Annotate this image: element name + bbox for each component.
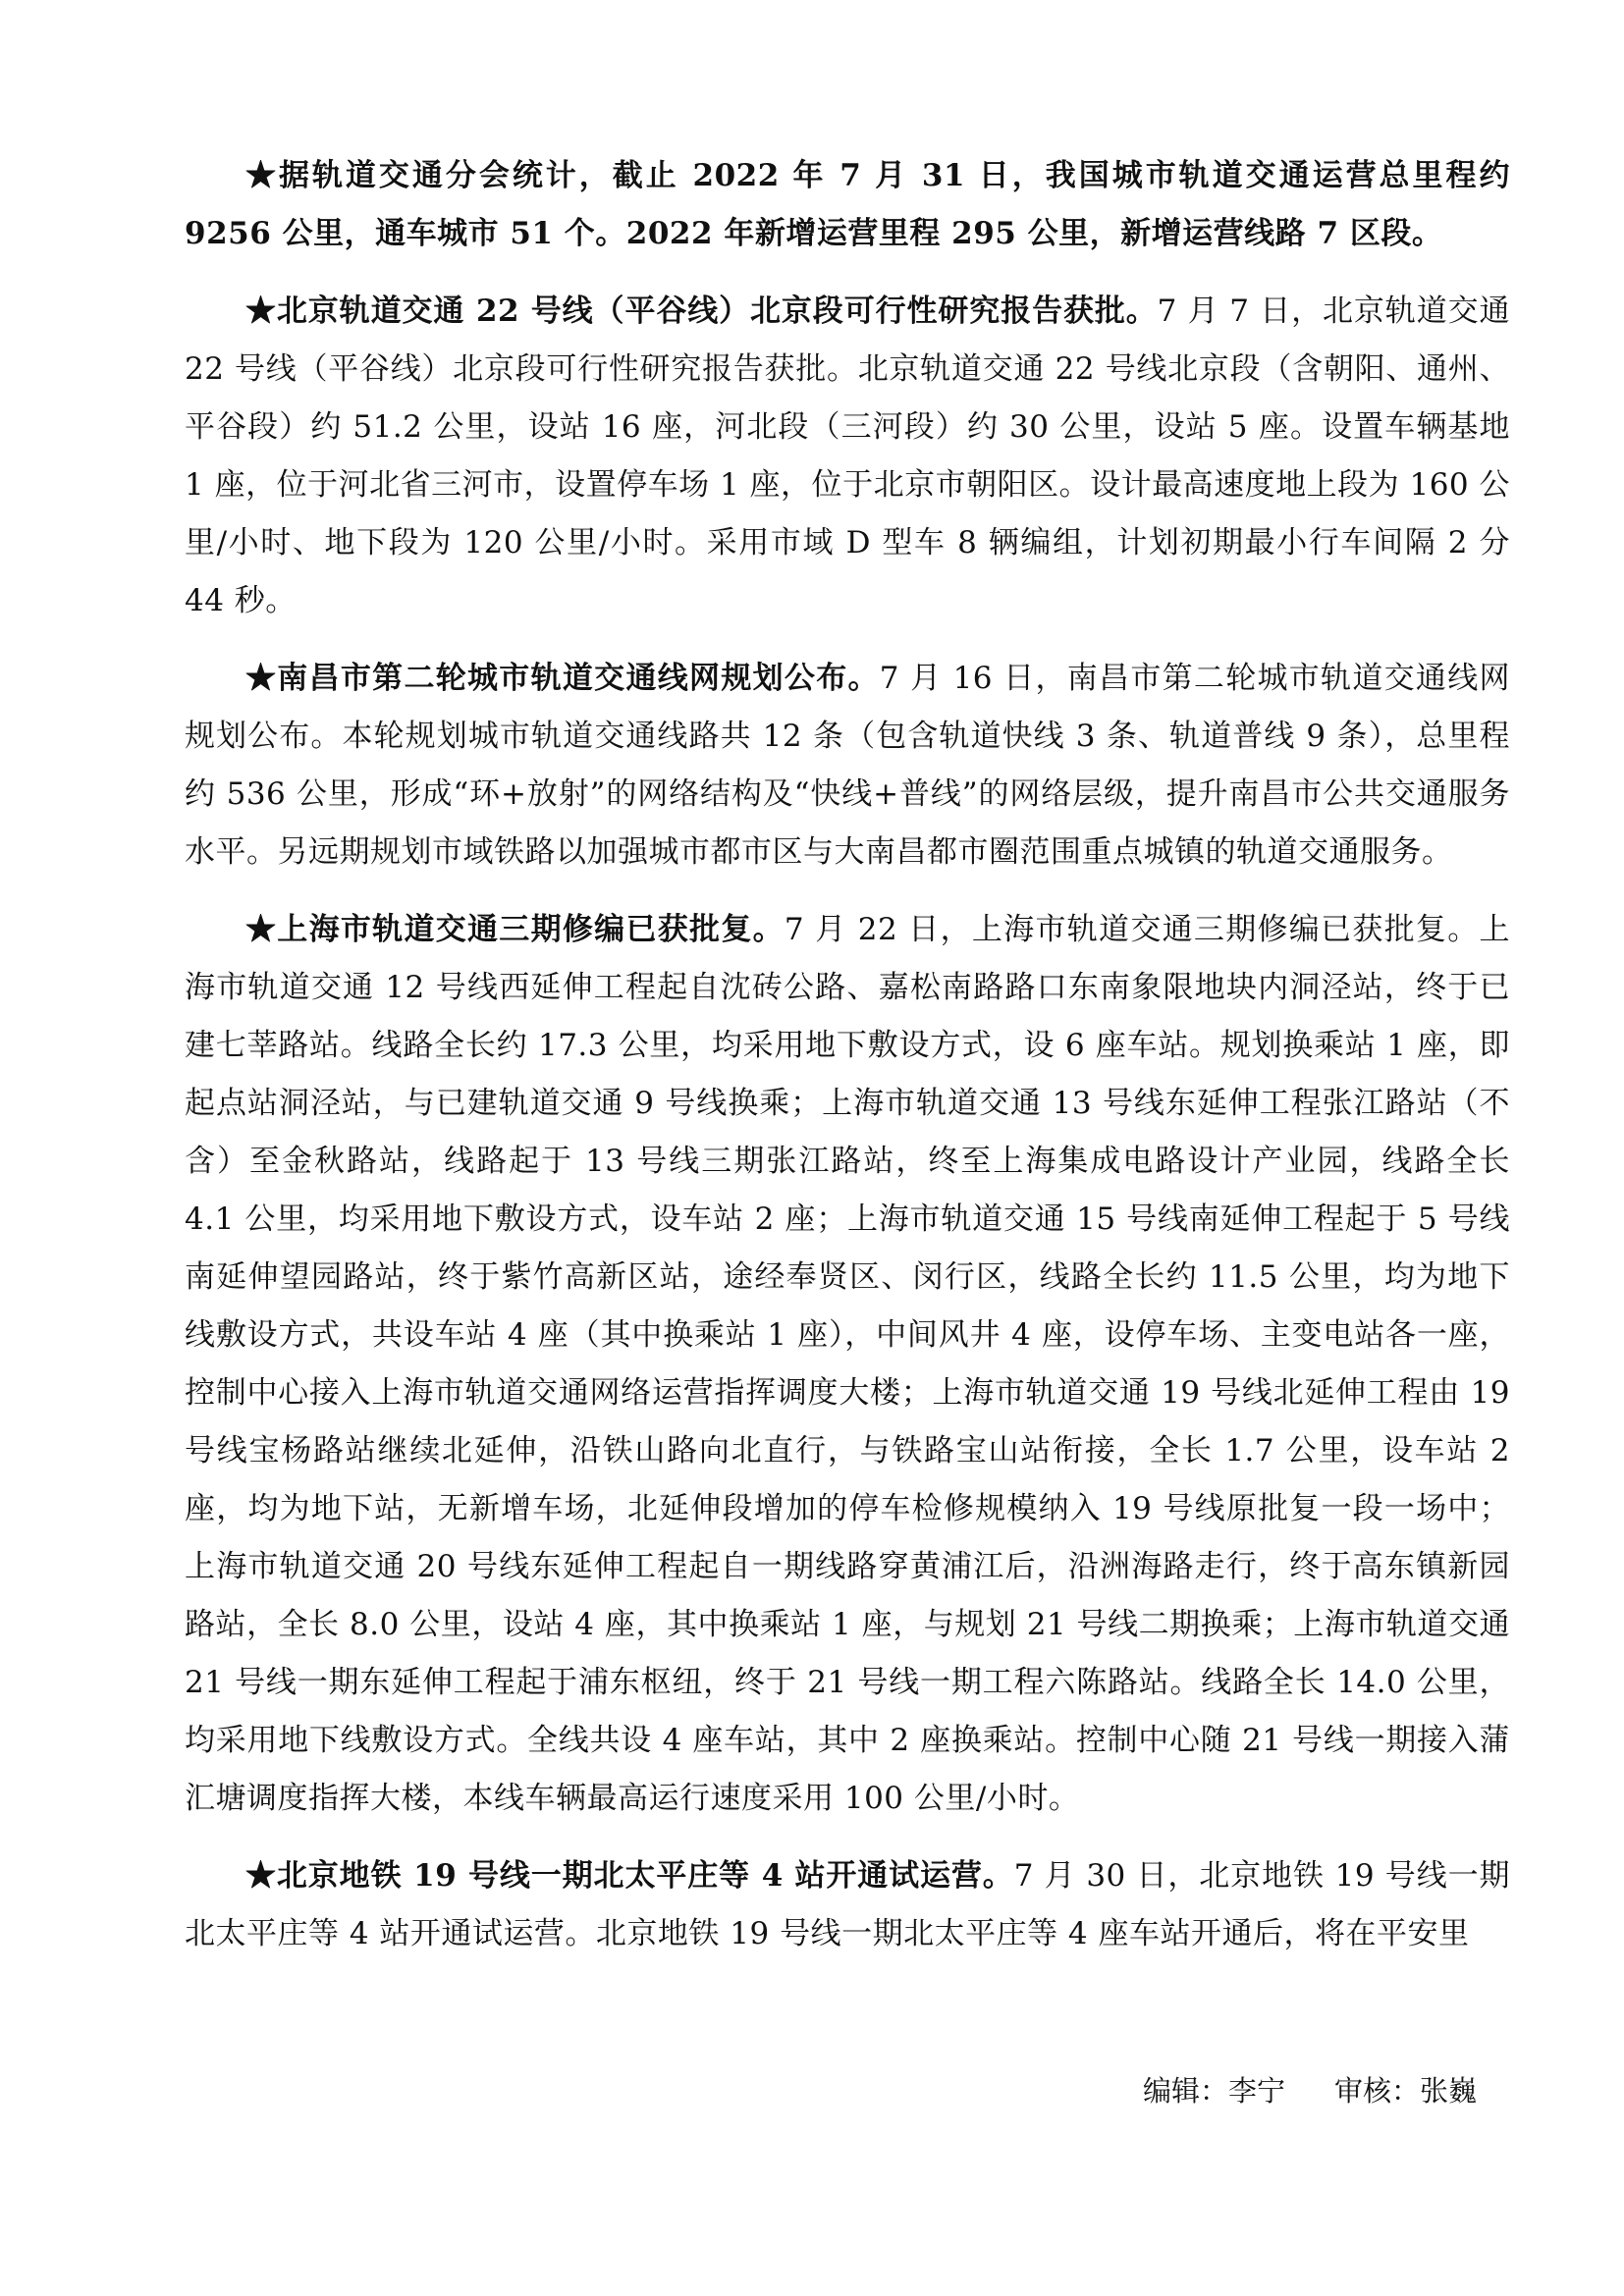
paragraph-headline: ★南昌市第二轮城市轨道交通线网规划公布。 <box>245 661 880 696</box>
paragraph-text: 7 月 30 日，北京地铁 19 号线一期北太平庄等 4 站开通试运营。北京地铁 19 号线一期北太平庄等 4 座车站开通后，将在平安里 <box>185 1858 1510 1951</box>
paragraph-text: 7 月 16 日，南昌市第二轮城市轨道交通线网规划公布。本轮规划城市轨道交通线路共 12 条（包含轨道快线 3 条、轨道普线 9 条），总里程约 536 公里，形成“环+放射”的网络结构及“快线+普线”的网络层级，提升南昌市公共交通服务水平。另远期规划市域铁路以加强城市都市区与大南昌都市圈范围重点城镇的轨道交通服务。 <box>185 661 1510 870</box>
editor-credit: 编辑：李宁 <box>1142 2074 1285 2108</box>
paragraph-text: 7 月 7 日，北京轨道交通 22 号线（平谷线）北京段可行性研究报告获批。北京轨道交通 22 号线北京段（含朝阳、通州、平谷段）约 51.2 公里，设站 16 座，河北段（三河段）约 30 公里，设站 5 座。设置车辆基地 1 座，位于河北省三河市，设置停车场 1 座，位于北京市朝阳区。设计最高速度地上段为 160 公里/小时、地下段为 120 公里/小时。采用市域 D 型车 8 辆编组，计划初期最小行车间隔 2 分 44 秒。 <box>185 294 1510 618</box>
footer-credits <box>1143 2069 1477 2109</box>
paragraph-statistics <box>185 147 1510 263</box>
reviewer-credit: 审核：张巍 <box>1333 2074 1477 2108</box>
paragraph-text: ★据轨道交通分会统计，截止 2022 年 7 月 31 日，我国城市轨道交通运营总里程约 9256 公里，通车城市 51 个。2022 年新增运营里程 295 公里，新增运营线路 7 区段。 <box>185 158 1510 251</box>
paragraph-headline: ★北京轨道交通 22 号线（平谷线）北京段可行性研究报告获批。 <box>245 294 1158 329</box>
document-body <box>185 147 1510 1983</box>
paragraph-beijing-line22 <box>185 283 1510 630</box>
paragraph-beijing-line19 <box>185 1847 1510 1963</box>
paragraph-headline: ★上海市轨道交通三期修编已获批复。 <box>245 912 785 947</box>
paragraph-shanghai-revision <box>185 901 1510 1828</box>
paragraph-headline: ★北京地铁 19 号线一期北太平庄等 4 站开通试运营。 <box>245 1858 1014 1894</box>
paragraph-text: 7 月 22 日，上海市轨道交通三期修编已获批复。上海市轨道交通 12 号线西延伸工程起自沈砖公路、嘉松南路路口东南象限地块内洞泾站，终于已建七莘路站。线路全长约 17.3 公里，均采用地下敷设方式，设 6 座车站。规划换乘站 1 座，即起点站洞泾站，与已建轨道交通 9 号线换乘；上海市轨道交通 13 号线东延伸工程张江路站（不含）至金秋路站，线路起于 13 号线三期张江路站，终至上海集成电路设计产业园，线路全长 4.1 公里，均采用地下敷设方式，设车站 2 座；上海市轨道交通 15 号线南延伸工程起于 5 号线南延伸望园路站，终于紫竹高新区站，途经奉贤区、闵行区，线路全长约 11.5 公里，均为地下线敷设方式，共设车站 4 座（其中换乘站 1 座），中间风井 4 座，设停车场、主变电站各一座，控制中心接入上海市轨道交通网络运营指挥调度大楼；上海市轨道交通 19 号线北延伸工程由 19 号线宝杨路站继续北延伸，沿铁山路向北直行，与铁路宝山站衔接，全长 1.7 公里，设车站 2 座，均为地下站，无新增车场，北延伸段增加的停车检修规模纳入 19 号线原批复一段一场中；上海市轨道交通 20 号线东延伸工程起自一期线路穿黄浦江后，沿洲海路走行，终于高东镇新园路站，全长 8.0 公里，设站 4 座，其中换乘站 1 座，与规划 21 号线二期换乘；上海市轨道交通 21 号线一期东延伸工程起于浦东枢纽，终于 21 号线一期工程六陈路站。线路全长 14.0 公里，均采用地下线敷设方式。全线共设 4 座车站，其中 2 座换乘站。控制中心随 21 号线一期接入蒲汇塘调度指挥大楼，本线车辆最高运行速度采用 100 公里/小时。 <box>185 912 1511 1816</box>
paragraph-nanchang-plan <box>185 650 1510 881</box>
